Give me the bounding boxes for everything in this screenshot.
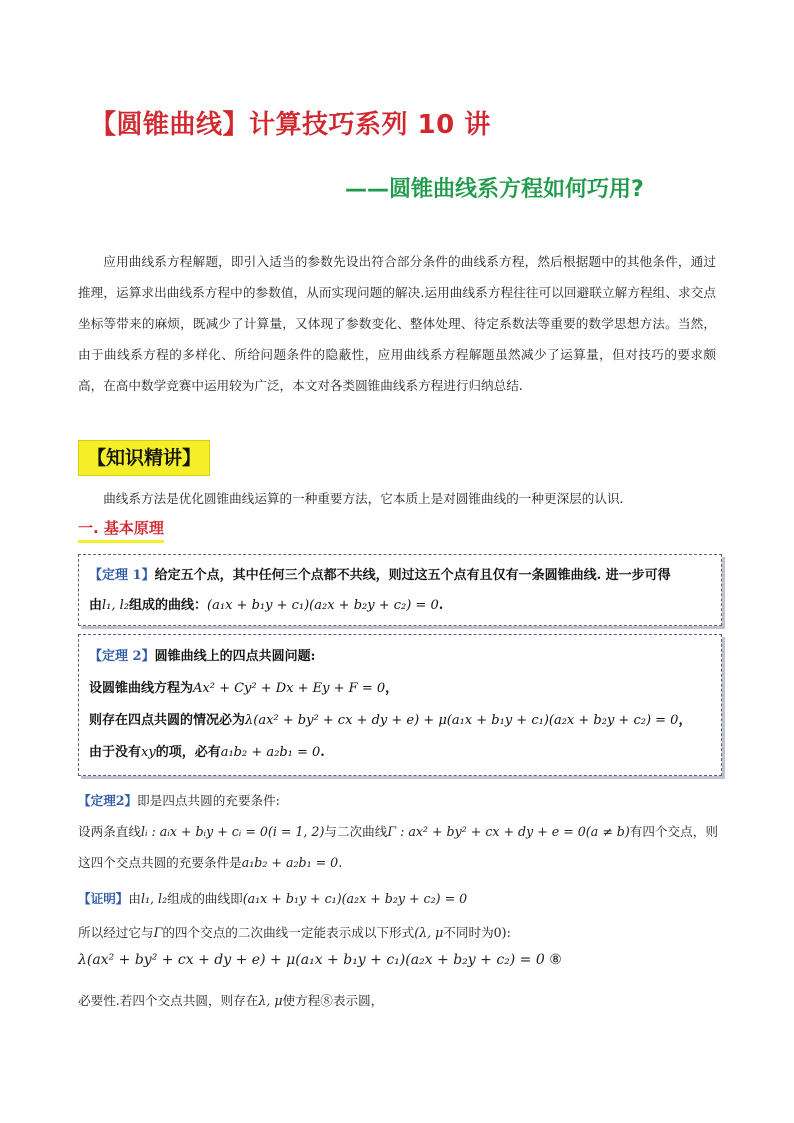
document-title: 【圆锥曲线】计算技巧系列 10 讲 — [90, 110, 491, 140]
theorem-2-line-2-pre: 设圆锥曲线方程为 — [89, 681, 194, 696]
theorem-2-line-3 — [89, 705, 711, 737]
body-line-4-pre: 由 — [128, 891, 141, 906]
body-line-5-mid: 的四个交点的二次曲线一定能表示成以下形式 — [162, 925, 415, 940]
body-line-5-end: 不同时为0): — [443, 925, 511, 940]
document-subtitle: ——圆锥曲线系方程如何巧用? — [345, 177, 644, 202]
math-lines-li: lᵢ : aᵢx + bᵢy + cᵢ = 0(i = 1, 2) — [140, 824, 325, 839]
theorem-2-line-4 — [89, 737, 711, 769]
theorem-2-line-2 — [89, 673, 711, 705]
math-condition-2: a₁b₂ + a₂b₁ = 0 — [241, 855, 339, 870]
body-line-7 — [78, 990, 718, 1009]
math-line-pair-proof: (a₁x + b₁y + c₁)(a₂x + b₂y + c₂) = 0 — [242, 891, 468, 906]
theorem-2-line-4-pre: 由于没有 — [89, 745, 142, 760]
math-lambda-mu-2: λ, μ — [258, 993, 283, 1008]
theorem-2-ref-label: 【定理2】 — [78, 793, 138, 808]
body-line-2-end: 有四个交点，则 — [629, 824, 718, 839]
theorem-1-line-2 — [89, 591, 711, 621]
intro-paragraph: 应用曲线系方程解题，即引入适当的参数先设出符合部分条件的曲线系方程，然后根据题中的其他条件，通过推理，运算求出曲线系方程中的参数值，从而实现问题的解决.运用曲线系方程往往可以回避联立解方程组、求交点坐标等带来的麻烦，既减少了计算量，又体现了参数变化、整体处理、待定系数法等重要的数学思想方法。当然，由于曲线系方程的多样化、所给问题条件的隐蔽性，应用曲线系方程解题虽然减少了运算量，但对技巧的要求颇高，在高中数学竞赛中运用较为广泛，本文对各类圆锥曲线系方程进行归纳总结. — [78, 254, 716, 393]
equation-8-mark: ⑧ — [544, 952, 562, 968]
math-lambda-mu: (λ, μ — [414, 925, 444, 940]
theorem-2-label: 【定理 2】 — [89, 649, 155, 664]
proof-label: 【证明】 — [78, 891, 129, 906]
theorem-1-line-1 — [89, 561, 711, 591]
math-line-pair: (a₁x + b₁y + c₁)(a₂x + b₂y + c₂) = 0 — [207, 598, 439, 613]
body-line-2-mid: 与二次曲线 — [324, 824, 388, 839]
body-line-7-end: 使方程⑧表示圆， — [282, 993, 384, 1008]
body-line-4 — [78, 888, 718, 907]
body-line-5-pre: 所以经过它与 — [78, 925, 154, 940]
math-l1-l2-proof: l₁, l₂ — [140, 891, 168, 906]
body-line-7-pre: 必要性.若四个交点共圆，则存在 — [78, 993, 259, 1008]
theorem-1-text-pre: 由 — [89, 598, 103, 613]
theorem-1-text: 给定五个点，其中任何三个点都不共线，则过这五个点有且仅有一条圆锥曲线. 进一步可得 — [154, 568, 671, 583]
theorem-2-line-1 — [89, 641, 711, 673]
theorem-2-line-4-mid: 的项，必有 — [155, 745, 221, 760]
theorem-1-box — [78, 554, 722, 626]
body-line-6 — [78, 952, 718, 968]
body-line-3-end: . — [338, 855, 343, 870]
body-line-1 — [78, 790, 718, 809]
knowledge-banner: 【知识精讲】 — [78, 440, 210, 476]
math-xy: xy — [141, 745, 156, 760]
theorem-2-line-3-pre: 则存在四点共圆的情况必为 — [89, 713, 246, 728]
math-circle-system: λ(ax² + by² + cx + dy + e) + μ(a₁x + b₁y + c₁)(a₂x + b₂y + c₂) = 0 — [245, 713, 679, 728]
body-line-3 — [78, 852, 718, 871]
body-line-4-mid: 组成的曲线即 — [167, 891, 243, 906]
knowledge-paragraph: 曲线系方法是优化圆锥曲线运算的一种重要方法，它本质上是对圆锥曲线的一种更深层的认识. — [103, 491, 624, 506]
section-heading-basic-principle: 一. 基本原理 — [78, 517, 164, 543]
math-condition: a₁b₂ + a₂b₁ = 0 — [220, 745, 321, 760]
theorem-1-label: 【定理 1】 — [89, 568, 155, 583]
math-equation-8: λ(ax² + by² + cx + dy + e) + μ(a₁x + b₁y + c₁)(a₂x + b₂y + c₂) = 0 — [78, 952, 545, 968]
body-line-5 — [78, 922, 718, 941]
theorem-1-text-end: . — [438, 598, 444, 613]
theorem-2-line-4-end: . — [320, 745, 325, 760]
theorem-1-text-mid: 组成的曲线： — [129, 598, 208, 613]
math-l1-l2: l₁, l₂ — [102, 598, 130, 613]
theorem-2-line-3-end: ， — [678, 713, 692, 728]
body-line-1-text: 即是四点共圆的充要条件: — [137, 793, 280, 808]
theorem-2-line-2-end: ， — [385, 681, 399, 696]
body-line-2 — [78, 821, 718, 840]
theorem-2-text: 圆锥曲线上的四点共圆问题: — [154, 649, 316, 664]
body-line-2-pre: 设两条直线 — [78, 824, 141, 839]
math-gamma-curve: Γ : ax² + by² + cx + dy + e = 0(a ≠ b) — [387, 824, 630, 839]
math-gamma: Γ — [153, 925, 163, 940]
math-conic-equation: Ax² + Cy² + Dx + Ey + F = 0 — [193, 681, 386, 696]
body-line-3-pre: 这四个交点共圆的充要条件是 — [78, 855, 242, 870]
theorem-2-box — [78, 634, 722, 776]
